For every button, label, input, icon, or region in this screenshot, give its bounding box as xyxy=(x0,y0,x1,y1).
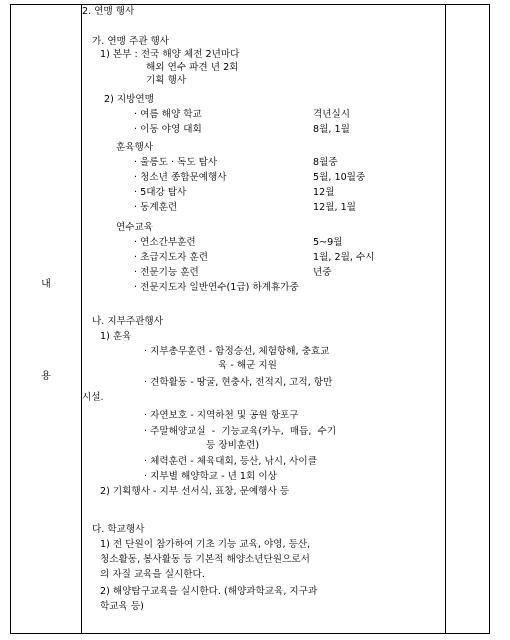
text-line: 5~9월 xyxy=(313,237,343,248)
text-line: 육 - 해군 지원 xyxy=(218,360,277,371)
text-line: · 동계훈련 xyxy=(134,202,178,213)
text-line: 가. 연맹 주관 행사 xyxy=(92,36,170,47)
text-line: 2. 연맹 행사 xyxy=(82,6,135,17)
text-line: 8월, 1월 xyxy=(313,124,350,135)
text-line: 1월, 2월, 수시 xyxy=(313,252,375,263)
text-line: 연수교육 xyxy=(116,222,154,233)
text-line: 청소활동, 봉사활동 등 기본적 해양소년단원으로서 xyxy=(100,554,310,565)
text-line: 년중 xyxy=(313,267,332,278)
column-divider-left xyxy=(81,5,82,633)
text-line: 나. 지부주관행사 xyxy=(92,316,163,327)
text-line: 학교육 등) xyxy=(100,601,144,612)
text-line: · 이동 야영 대회 xyxy=(134,124,202,135)
text-line: 1) 훈육 xyxy=(100,331,132,342)
text-line: · 초급지도자 훈련 xyxy=(134,252,209,263)
text-line: · 전문지도자 일반연수(1급) 하계휴가중 xyxy=(134,282,299,293)
text-line: · 주말해양교실 - 기능교육(카누, 매듭, 수기 xyxy=(144,426,337,437)
text-line: 해외 연수 파견 년 2회 xyxy=(146,62,239,73)
side-label-nae: 내 xyxy=(41,279,51,290)
text-line: 의 자질 교육을 실시한다. xyxy=(100,569,205,580)
text-line: · 지부총무훈련 - 함정승선, 체험항해, 충효교 xyxy=(144,346,330,357)
text-line: 8월중 xyxy=(313,157,338,168)
text-line: 12월, 1월 xyxy=(313,202,356,213)
text-line: · 전문기능 훈련 xyxy=(134,267,199,278)
text-line: 기획 행사 xyxy=(146,75,187,86)
text-line: · 지부별 해양학교 - 년 1회 이상 xyxy=(144,471,277,482)
text-line: 2) 지방연맹 xyxy=(104,94,154,105)
text-line: · 여름 해양 학교 xyxy=(134,109,202,120)
side-label-yong: 용 xyxy=(41,371,51,382)
text-line: · 연소간부훈련 xyxy=(134,237,196,248)
text-line: 다. 학교행사 xyxy=(92,524,145,535)
text-line: 등 장비훈련) xyxy=(206,440,260,451)
column-divider-right xyxy=(445,5,446,633)
text-line: · 울릉도 · 독도 탐사 xyxy=(134,157,218,168)
text-line: · 견학활동 - 땅굴, 현충사, 전적지, 고적, 항만 xyxy=(144,377,333,388)
text-line: · 자연보호 - 지역하천 및 공원 항포구 xyxy=(144,410,299,421)
text-line: 훈육행사 xyxy=(116,142,154,153)
text-line: 격년실시 xyxy=(313,109,351,120)
text-line: 1) 전 단원이 참가하여 기초 기능 교육, 야영, 등산, xyxy=(100,539,311,550)
text-line: 2) 해양탐구교육을 실시한다. (해양과학교육, 지구과 xyxy=(100,586,318,597)
text-line: · 체력훈련 - 체육대회, 등산, 낚시, 사이클 xyxy=(144,456,317,467)
text-line: 시설. xyxy=(82,392,104,403)
text-line: 1) 본부 : 전국 해양 체전 2년마다 xyxy=(100,49,240,60)
text-line: 12월 xyxy=(313,187,335,198)
text-line: · 5대강 탐사 xyxy=(134,187,187,198)
text-line: · 청소년 종합문예행사 xyxy=(134,172,227,183)
text-line: 2) 기획행사 - 지부 선서식, 표창, 문예행사 등 xyxy=(100,486,290,497)
text-line: 5월, 10월중 xyxy=(313,172,366,183)
